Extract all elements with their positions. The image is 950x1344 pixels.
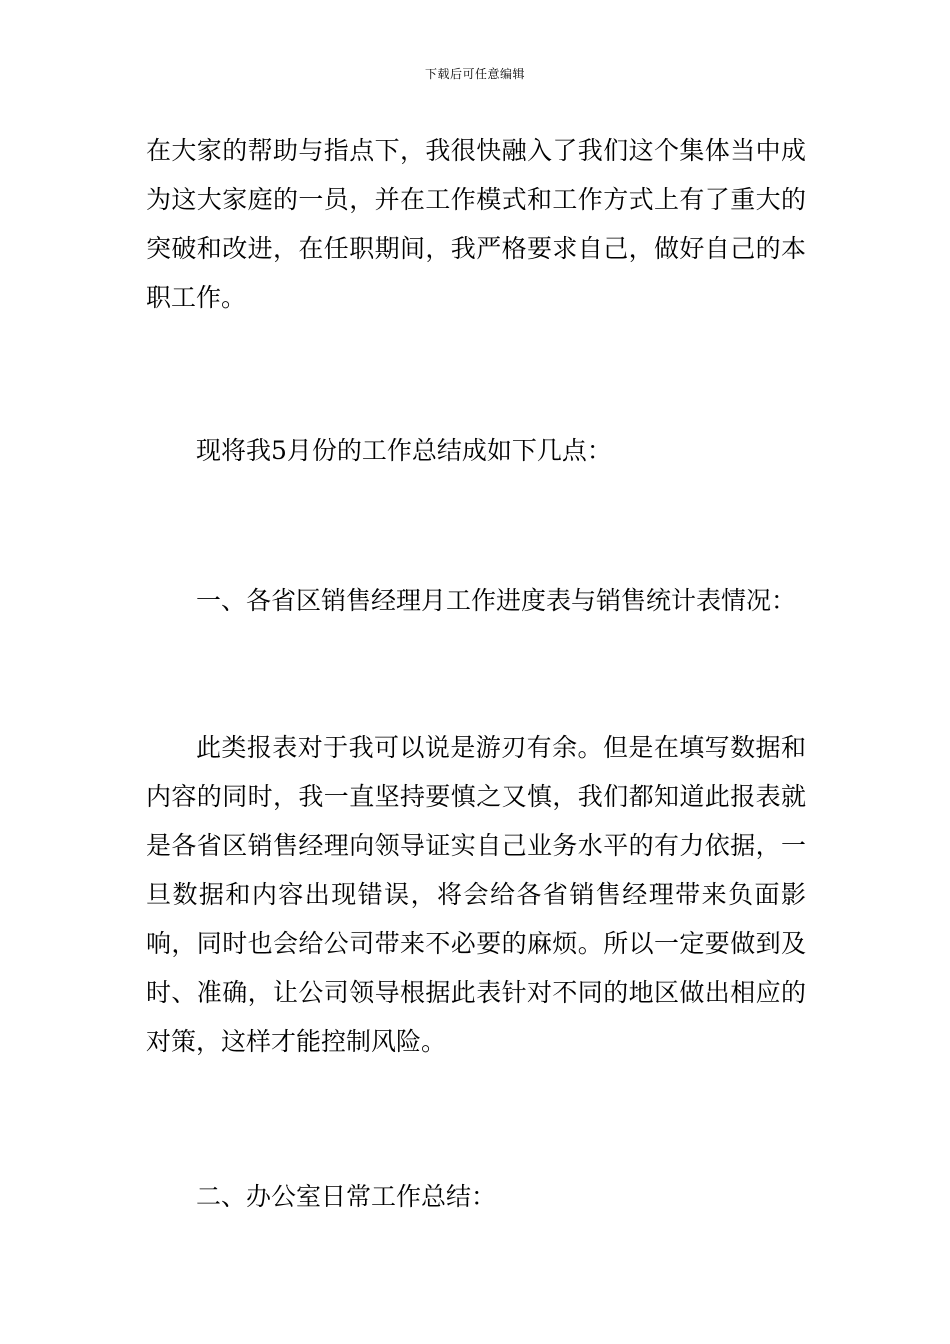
paragraph-section-one-body: 此类报表对于我可以说是游刃有余。但是在填写数据和内容的同时，我一直坚持要慎之又慎，我们都知道此报表就是各省区销售经理向领导证实自己业务水平的有力依据，一旦数据和内容出现错误，将会给各省销售经理带来负面影响，同时也会给公司带来不必要的麻烦。所以一定要做到及时、准确，让公司领导根据此表针对不同的地区做出相应的对策，这样才能控制风险。 (146, 733, 806, 1056)
section-heading-one: 一、各省区销售经理月工作进度表与销售统计表情况： (196, 586, 797, 615)
section-heading-two: 二、办公室日常工作总结： (196, 1182, 497, 1211)
page-header: 下载后可任意编辑 (424, 67, 525, 81)
paragraph-intro-continued: 在大家的帮助与指点下，我很快融入了我们这个集体当中成为这大家庭的一员，并在工作模式和工作方式上有了重大的突破和改进，在任职期间，我严格要求自己，做好自己的本职工作。 (146, 136, 806, 312)
paragraph-summary-intro: 现将我5月份的工作总结成如下几点： (196, 436, 612, 465)
